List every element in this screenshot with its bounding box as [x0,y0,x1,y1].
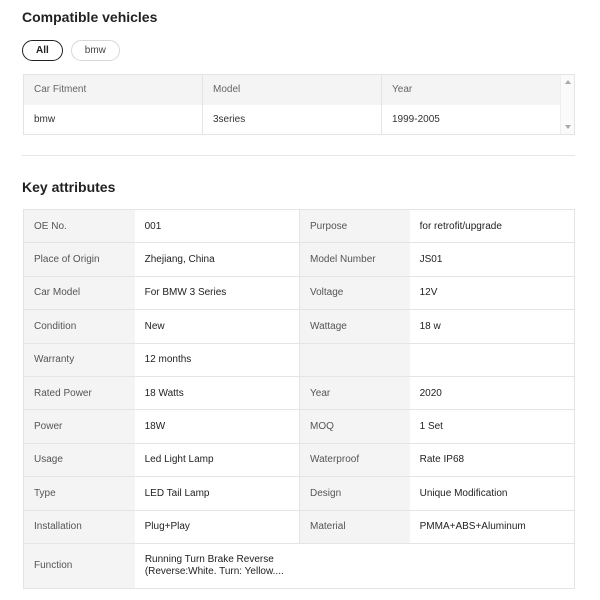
table-row [24,511,574,544]
column-header-year: Year [392,84,413,95]
section-divider [22,155,575,156]
attr-label: Car Model [24,277,135,309]
attr-label: Voltage [299,277,410,309]
attr-label: Wattage [299,310,410,342]
attr-label: Installation [24,511,135,543]
filter-chip-bmw[interactable]: bmw [71,40,120,61]
attr-value: 12 months [144,354,192,366]
cell-model: 3series [203,105,382,135]
attr-value: 18 w [419,320,441,332]
scroll-down-icon[interactable] [565,125,571,129]
attr-label: Type [24,477,135,509]
attr-label: Year [299,377,410,409]
attr-value: Led Light Lamp [144,454,214,466]
filter-chip-all[interactable]: All [22,40,63,61]
compatible-vehicles-table [23,74,575,135]
table-row [24,210,574,243]
table-row [24,344,574,377]
attr-value: Zhejiang, China [144,254,215,266]
attr-value: Plug+Play [144,521,190,533]
column-header-car-fitment: Car Fitment [24,75,203,105]
table-row [24,410,574,443]
table-row-function [24,544,574,588]
table-row [24,310,574,343]
table-row [24,243,574,276]
key-attributes-table [23,209,575,589]
table-row [24,477,574,510]
attr-value: Unique Modification [419,487,508,499]
attr-value: LED Tail Lamp [144,487,210,499]
cell-car-fitment: bmw [24,105,203,135]
attr-label-blank [299,344,410,376]
attr-value-blank [410,344,574,376]
attr-value-function: Running Turn Brake Reverse (Reverse:White. Turn: Yellow.... [144,553,284,577]
attr-value: 12V [419,287,438,299]
attr-value: New [144,320,165,332]
attr-label: Waterproof [299,444,410,476]
attr-label: Usage [24,444,135,476]
scroll-up-icon[interactable] [565,80,571,84]
attr-value: 001 [144,220,162,232]
vehicle-filter-chips [22,40,120,61]
compatible-vehicles-title: Compatible vehicles [22,9,158,25]
attr-label: Purpose [299,210,410,242]
attr-value: 2020 [419,387,442,399]
attr-value: 1 Set [419,421,443,433]
table-row [24,444,574,477]
attr-value: For BMW 3 Series [144,287,227,299]
attr-label-function: Function [24,544,135,588]
attr-value: 18W [144,421,166,433]
table-scrollbar[interactable] [560,75,574,134]
cell-year: 1999-2005 [392,114,440,125]
attr-label: Warranty [24,344,135,376]
attr-label: Place of Origin [24,243,135,275]
attr-value: PMMA+ABS+Aluminum [419,521,526,533]
table-header-row [24,75,574,105]
attr-value: 18 Watts [144,387,184,399]
table-row [24,105,574,135]
table-row [24,377,574,410]
attr-label: Material [299,511,410,543]
attr-value: JS01 [419,254,443,266]
column-header-model: Model [203,75,382,105]
attr-label: Design [299,477,410,509]
attr-label: Power [24,410,135,442]
attr-value: for retrofit/upgrade [419,220,502,232]
attr-label: Condition [24,310,135,342]
attr-label: Rated Power [24,377,135,409]
attr-label: Model Number [299,243,410,275]
table-row [24,277,574,310]
attr-label: MOQ [299,410,410,442]
key-attributes-title: Key attributes [22,179,116,195]
attr-value: Rate IP68 [419,454,465,466]
attr-label: OE No. [24,210,135,242]
